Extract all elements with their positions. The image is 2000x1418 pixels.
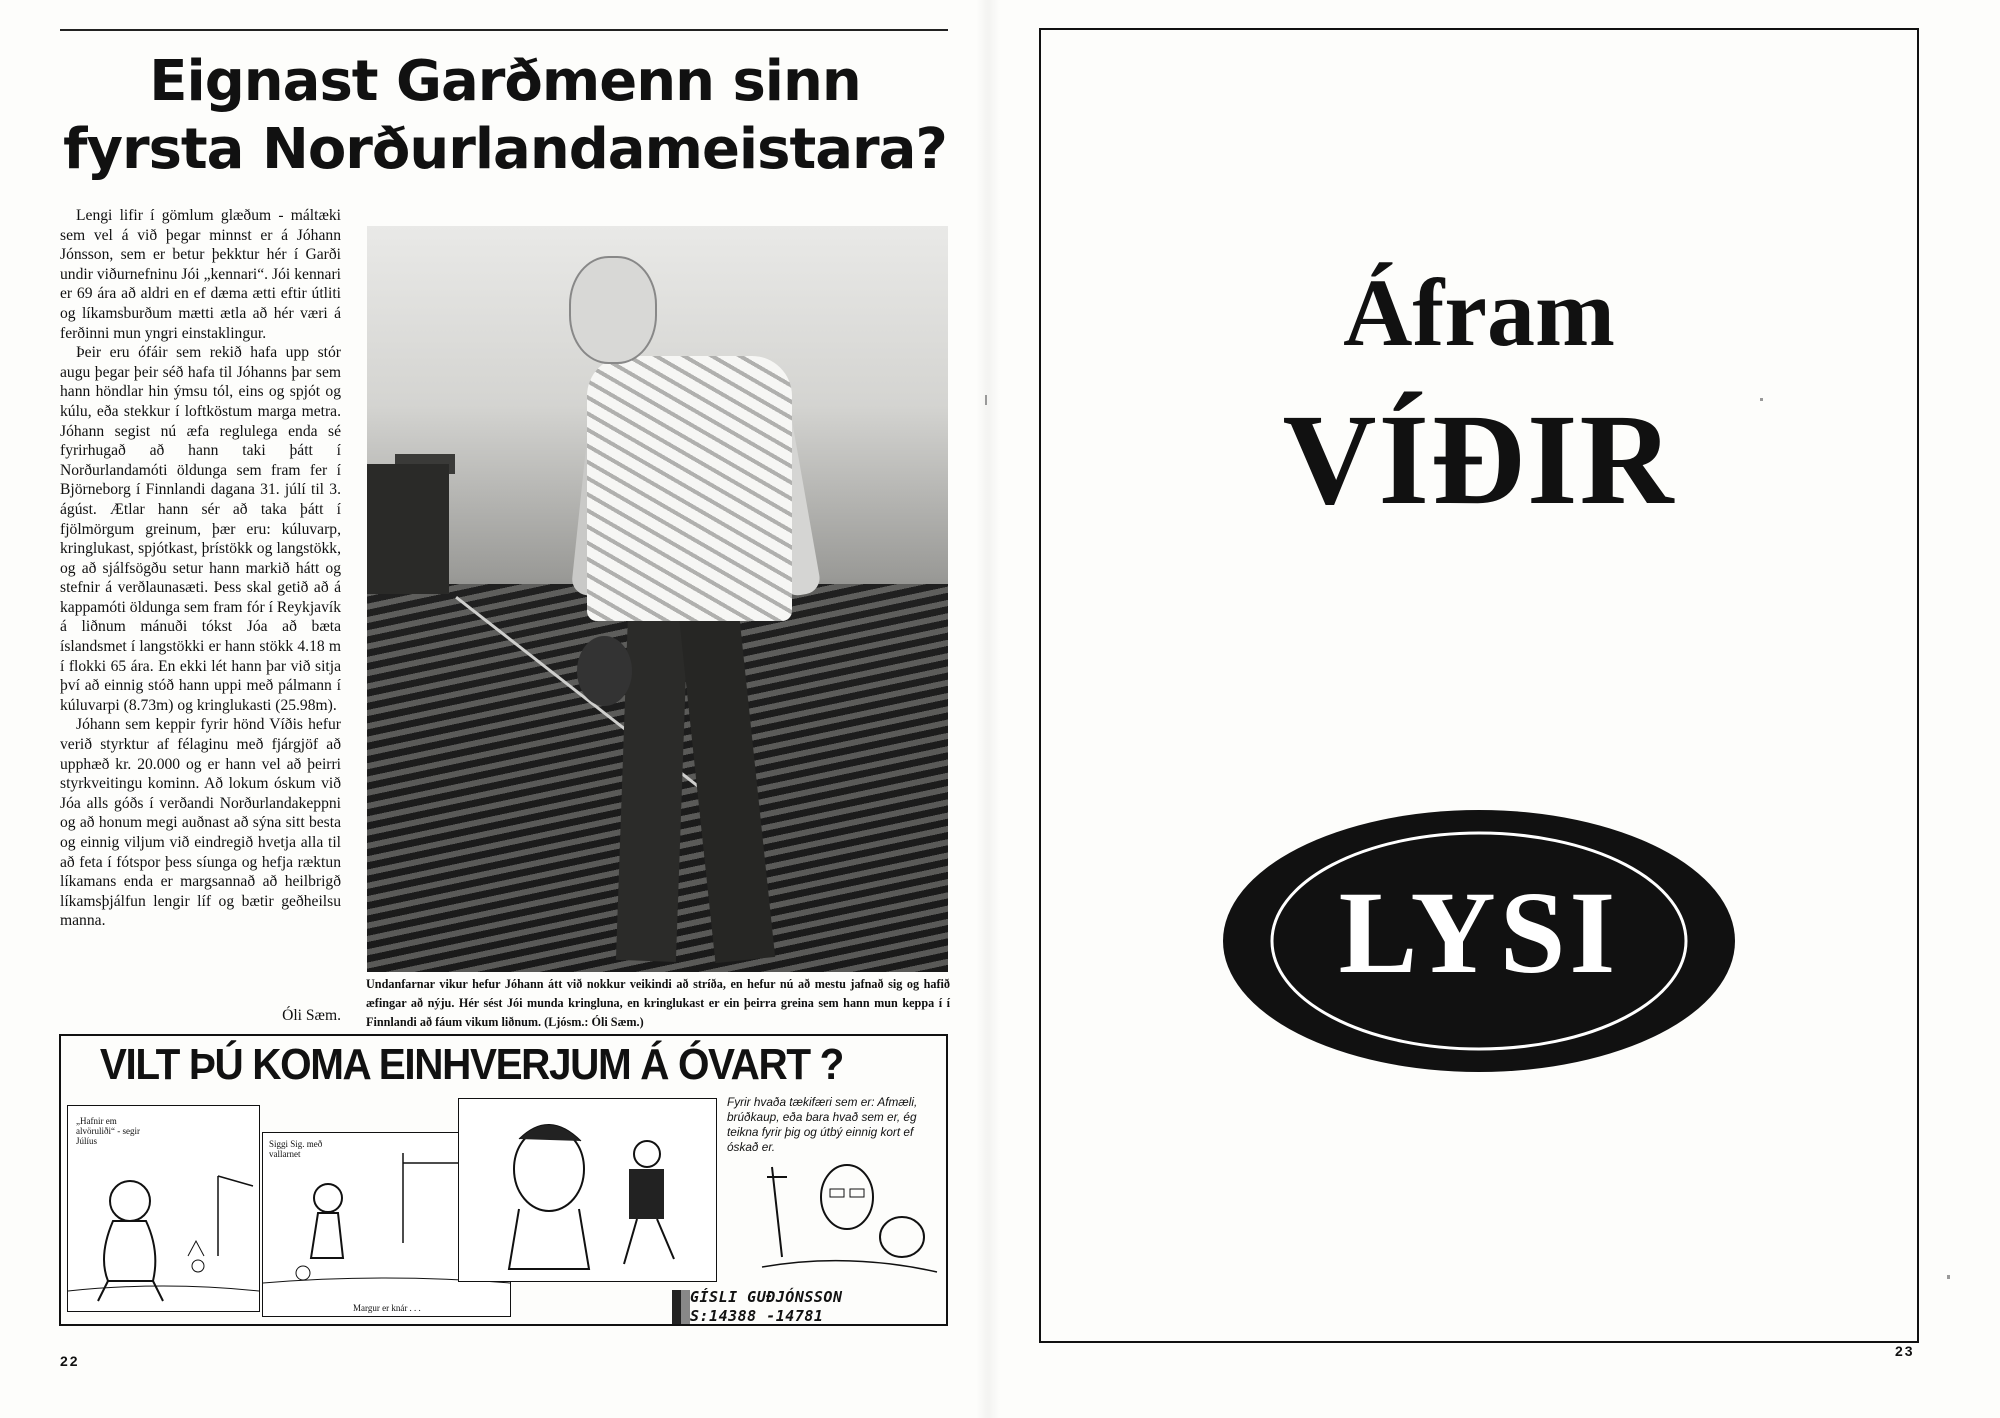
cartoon-1-drawing bbox=[68, 1106, 259, 1311]
top-rule bbox=[60, 29, 948, 31]
ad-frame-right bbox=[1039, 28, 1919, 1343]
cartoon-2-caption: Siggi Sig. með vallarnet bbox=[269, 1139, 323, 1159]
article-paragraph: Þeir eru ófáir sem rekið hafa upp stór augu þegar þeir séð hafa til Jóhanns þar sem hann höndlar hin ýmsu tól, eins og spjót og kúlu, eða stekkur í loftköstum marga metra. Jóhann segist nú æfa reglulega enda sé fyrirhugað að hann taki þátt í Norðurlandamóti öldunga sem fram fer í Björneborg í Finnlandi dagana 31. júlí til 3. ágúst. Ætlar hann sér að taka þátt í fjölmörgum greinum, þær eru: kúluvarp, kringlukast, spjótkast, þrístökk og langstökk, og að sjálfsögðu setur hann markið hátt og stefnir á verðlaunasæti. Þess skal getið að á kappamóti öldunga sem fram fór í Reykjavík á liðnum mánuði tókst Jóa að bæta íslandsmet í langstökki er hann stökk 4.18 m í flokki 65 ára. En ekki lét hann þar við sitja því að einnig stóð hann uppi með pálmann í kúluvarpi (8.73m) og kringlukasti (25.98m). bbox=[60, 344, 341, 714]
photo-caption: Undanfarnar vikur hefur Jóhann átt við nokkur veikindi að stríða, en hefur nú að mestu jafnað sig og hafið æfingar að nýju. Hér sést Jói munda kringluna, en kringlukast er ein þeirra greina sem hann mun keppa í í Finnlandi að fáum vikum liðnum. (Ljósm.: Óli Sæm.) bbox=[366, 977, 950, 1029]
artist-caricature bbox=[752, 1157, 942, 1285]
caricature-drawing bbox=[752, 1157, 942, 1285]
gutter bbox=[976, 0, 1000, 1418]
artist-signature bbox=[690, 1288, 843, 1326]
scan-speck bbox=[1760, 398, 1763, 401]
photo-sweater bbox=[587, 356, 792, 621]
cartoon-1-caption: „Hafnir em alvöruliði“ - segir Júlíus bbox=[76, 1116, 140, 1146]
photo-head bbox=[569, 256, 657, 364]
page-number-left: 22 bbox=[60, 1353, 80, 1369]
athlete-photo bbox=[367, 226, 948, 972]
signature-mark bbox=[672, 1290, 690, 1324]
cartoon-3-drawing bbox=[459, 1099, 716, 1281]
article-paragraph: Jóhann sem keppir fyrir hönd Víðis hefur verið styrktur af félaginu með fjárgjöf að upphæð kr. 20.000 og er hann vel að þeirri styrkveitingu kominn. Að lokum óskum við Jóa alls góðs í verðandi Norðurlandakeppni og að honum megi auðnast að sýna sitt besta og einnig viljum við eindregið hvetja alla til að feta í fótspor þess síunga og hefja ræktun líkamans enda er margsannað að heilbrigð líkamsþjálfun lengir líf og bætir geðheilsu manna. bbox=[60, 716, 341, 930]
article-paragraph: Lengi lifir í gömlum glæðum - máltæki sem vel á við þegar minnst er á Jóhann Jónsson, sem er betur þekktur hér í Garði undir viðurnefninu Jói „kennari“. Jói kennari er 69 ára að aldri en ef dæma ætti eftir útliti og líkamsburðum mætti ætla að hér væri á ferðinni mun yngri einstaklingur. bbox=[60, 207, 341, 342]
artist-name: GÍSLI GUÐJÓNSSON bbox=[690, 1288, 843, 1306]
lysi-logo-text: LYSI bbox=[1338, 867, 1620, 998]
page-number-right: 23 bbox=[1895, 1343, 1915, 1359]
afram-text: Áfram bbox=[1343, 259, 1615, 366]
vidir-text: VÍÐIR bbox=[1282, 388, 1676, 532]
cartoon-2-footer: Margur er knár . . . bbox=[353, 1303, 421, 1313]
headline-line-2: fyrsta Norðurlandameistara? bbox=[63, 117, 947, 182]
ad-title: VILT ÞÚ KOMA EINHVERJUM Á ÓVART ? bbox=[99, 1040, 843, 1089]
scan-speck bbox=[1947, 1275, 1950, 1279]
photo-hut bbox=[367, 464, 449, 594]
article-body bbox=[60, 206, 341, 931]
cartoon-1 bbox=[67, 1105, 260, 1312]
ad-text: Fyrir hvaða tækifæri sem er: Afmæli, brúðkaup, eða bara hvað sem er, ég teikna fyrir þig og útbý einnig kort ef óskað er. bbox=[727, 1095, 918, 1154]
byline: Óli Sæm. bbox=[282, 1007, 341, 1024]
scan-speck bbox=[985, 395, 987, 405]
headline-line-1: Eignast Garðmenn sinn bbox=[149, 49, 861, 114]
headline bbox=[55, 48, 955, 184]
artist-phone: S:14388 -14781 bbox=[690, 1307, 824, 1325]
cartoon-3 bbox=[458, 1098, 717, 1282]
photo-discus bbox=[577, 636, 632, 706]
